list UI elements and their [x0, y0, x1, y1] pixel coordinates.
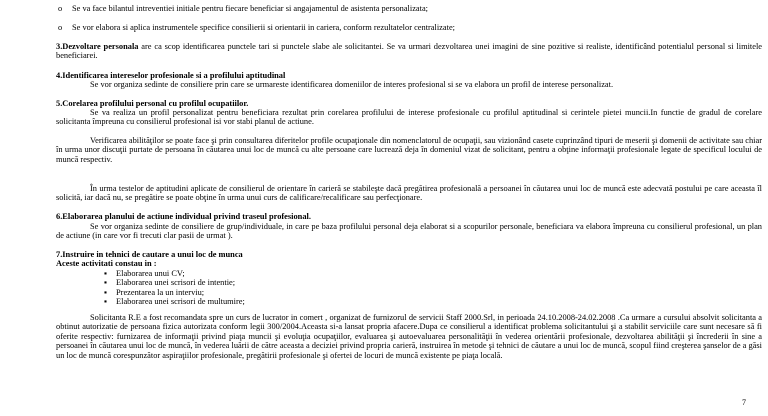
section-heading: 5.Corelarea profilului personal cu profilul ocupatiilor. [56, 99, 249, 108]
section-subheading: Aceste activitati constau in : [56, 259, 157, 268]
paragraph: În urma testelor de aptitudini aplicate de consilierul de orientare în carieră se stabileşte dacă pregătirea profesională a persoanei în căutarea unui loc de muncă este adecvată postului pe care aceasta îl solicită, iar dacă nu, se pregătire se poate obţine în urma unui curs de calificare/recalificare sau perfecţionare. [56, 184, 762, 203]
page-number: 7 [742, 398, 746, 407]
list-item: o Se vor elabora si aplica instrumentele specifice consilierii si orientarii in cariera, conform rezultatelor centralizate; [58, 23, 455, 32]
section-text: are ca scop identificarea punctele tari si punctele slabe ale solicitantei. Se va urmari dezvoltarea unei imagini de sine pozitive si realiste, identificând potentialul personal si limitele beneficiarei. [56, 42, 762, 61]
square-bullet-icon: ▪ [104, 278, 107, 287]
section-heading: 6.Elaborarea planului de actiune individual privind traseul profesional. [56, 212, 311, 221]
square-bullet-icon: ▪ [104, 269, 107, 278]
square-bullet-icon: ▪ [104, 297, 107, 306]
list-item: ▪ Prezentarea la un interviu; [104, 288, 205, 297]
paragraph: Se vor organiza sedinte de consiliere prin care se urmareste identificarea domeniilor de interes profesional si se va elabora un profil de interese personalizat. [90, 80, 614, 89]
list-item: ▪ Elaborarea unei scrisori de multumire; [104, 297, 245, 306]
paragraph: Se vor organiza sedinte de consiliere de grup/individuale, in care pe baza profilului personal deja elaborat si a scopurilor personale, beneficiara va elabora împreuna cu consilierul profesional, un plan de actiune (in care vor fi trecuti clar pasii de urmat ). [56, 222, 762, 241]
paragraph: Se va realiza un profil personalizat pentru beneficiara rezultat prin corelarea profilului de interese profesionale cu profilul aptitudinal si cerintele pietei muncii.In functie de gradul de corelare solicitanta împreuna cu consilierul profesional isi vor stabi planul de actiune. [56, 108, 762, 127]
section-3 [56, 42, 762, 61]
square-bullet-icon: ▪ [104, 288, 107, 297]
circle-bullet-icon: o [58, 4, 63, 13]
paragraph: Verificarea abilităţilor se poate face şi prin consultarea diferitelor profile ocupaţionale din nomenclatorul de ocupaţii, sau vizionând casete cuprinzând tipuri de meserii şi domenii de activitate sau chiar în urma unor discuţii purtate de persoana în căutarea unui loc de muncă cu alte persoane care lucrează deja în domeniul vizat de solicitant, pentru a obţine informaţii profesionale legate de specificul locului de muncă respectiv. [56, 136, 762, 164]
closing-paragraph: Solicitanta R.E a fost recomandata spre un curs de lucrator in comert , organizat de furnizorul de servicii Staff 2000.Srl, in perioada 24.10.2008-24.02.2008 .Ca urmare a cursului absolvit solicitanta a obtinut autorizatie de persoana fizica autorizata conform legii 300/2004.Aceasta si-a lansat propria afacere.Dupa ce consilierul a identificat problema solicitantului şi a stabilit serviciile care sunt necesare să fi oferite respectiv: furnizarea de informaţii privind piaţa muncii şi evoluţia ocupaţiilor, evaluarea şi autoevaluarea personalităţii în vederea orientării profesionale, dezvoltarea abilităţii şi încrederii în sine a persoanei în căutarea unui loc de muncă, în vederea luării de către aceasta a deciziei privind propria carieră, instruirea în metode şi tehnici de căutare a unui loc de muncă, scopul fiind creşterea şanselor de a găsi un loc de muncă corespunzător aspiraţiilor profesionale, pregătirii profesionale şi ofertei de locuri de muncă existente pe piaţa locală. [56, 313, 762, 360]
list-item: o Se va face bilantul intreventiei initiale pentru fiecare beneficiar si angajamentul de asistenta personalizata; [58, 4, 429, 13]
list-item: ▪ Elaborarea unei scrisori de intentie; [104, 278, 236, 287]
section-heading: 7.Instruire in tehnici de cautare a unui loc de munca [56, 250, 243, 259]
section-heading: 3.Dezvoltare personala [56, 42, 139, 51]
list-item: ▪ Elaborarea unui CV; [104, 269, 185, 278]
circle-bullet-icon: o [58, 23, 63, 32]
section-heading: 4.Identificarea intereselor profesionale si a profilului aptitudinal [56, 71, 286, 80]
